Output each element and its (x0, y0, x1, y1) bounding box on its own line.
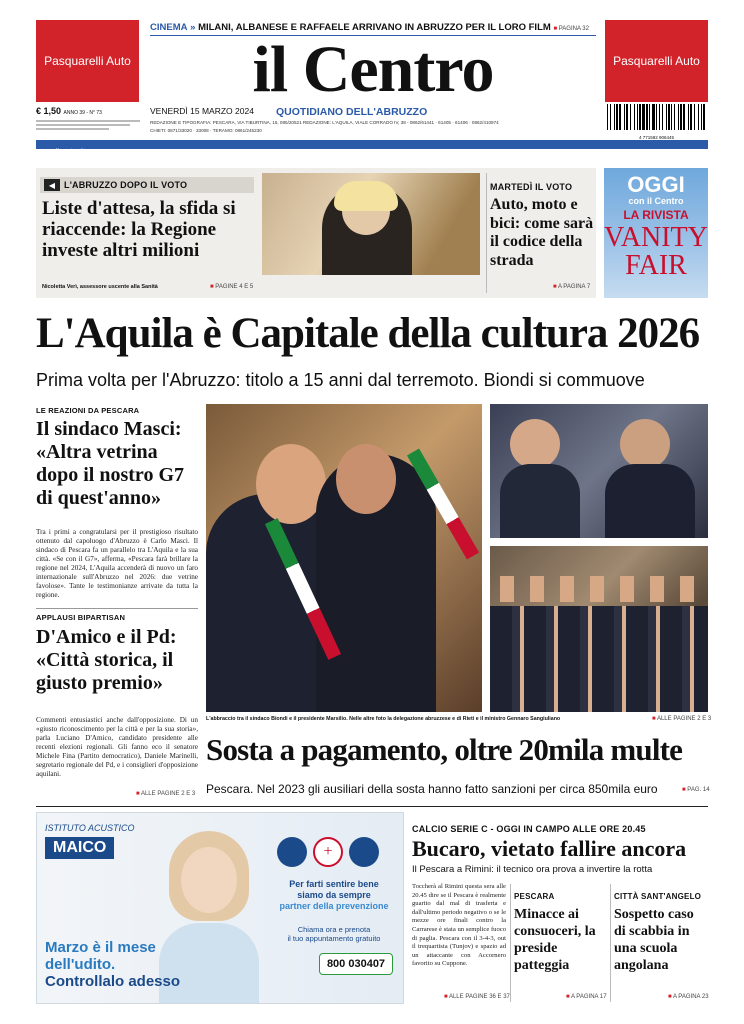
ad-headline-3: Controllalo adesso (45, 973, 181, 990)
parking-page[interactable]: ■ PAG. 14 (682, 787, 710, 793)
ad-left-label: Pasquarelli Auto (44, 54, 131, 68)
barcode-stripe (666, 104, 667, 130)
ad-cta-2: il tuo appuntamento gratuito (287, 934, 381, 943)
barcode-stripe (637, 104, 638, 130)
year-number: ANNO 39 - N° 73 (63, 110, 102, 116)
ad-headline (45, 939, 180, 990)
barcode-stripe (652, 104, 655, 130)
ad-right-label: Pasquarelli Auto (613, 54, 700, 68)
photo-faces-row (490, 576, 708, 602)
main-subhead: Prima volta per l'Abruzzo: titolo a 15 anni dal terremoto. Biondi si commuove (36, 370, 645, 390)
masthead-bar (36, 140, 708, 155)
top-story-kicker: L'ABRUZZO DOPO IL VOTO (64, 180, 188, 190)
ad-tagline-3: partner della prevenzione (279, 901, 389, 911)
barcode-stripe (639, 104, 641, 130)
barcode-stripe (649, 104, 650, 130)
left-headline-1[interactable]: Il sindaco Masci: «Altra vetrina dopo il nostro G7 di quest'anno» (36, 418, 184, 509)
ad-tagline-2: siamo da sempre (297, 890, 371, 900)
sport-body: Toccherà al Rimini questa sera alle 20.45 dire se il Pescara è realmente guarito dal mal di trasferta e dall'ultimo periodo negativo o se le mezze ore finali contro la Carrarese è stata un semplice fuoco di paglia. Pescara con il 3-4-3, out il trequartista (Tunjov) e spazio ad un attaccante con Accornero favorito su Cuppone. (412, 883, 506, 968)
brief2-kicker: CITTÀ SANT'ANGELO (614, 892, 702, 901)
parking-subhead: Pescara. Nel 2023 gli ausiliari della sosta hanno fatto sanzioni per circa 850mila euro (206, 782, 658, 796)
barcode-stripe (668, 104, 670, 130)
barcode-stripe (656, 104, 657, 130)
barcode-stripe (701, 104, 702, 130)
barcode-stripe (630, 104, 631, 130)
barcode-stripe (659, 104, 660, 130)
issue-date: VENERDÌ 15 MARZO 2024 (150, 106, 254, 116)
barcode-stripe (678, 104, 679, 130)
barcode (605, 104, 708, 140)
left-body-1: Tra i primi a congratularsi per il prestigioso risultato ottenuto dal capoluogo d'Abruzzo è Carlo Masci. Il sindaco di Pescara fa un parallelo tra L'Aquila e la sua città. «Se con il G7», afferma, «Pescara farà brillare la regione nel 2024, L'Aquila accenderà di nuovo un faro internazionale sull'Abruzzo nel 2026: due vetrine favolose». Tante le testimonianze arrivate da tutta la regione. (36, 528, 198, 599)
top-story-page[interactable]: ■ PAGINE 4 E 5 (210, 284, 253, 290)
brief1-kicker: PESCARA (514, 892, 555, 901)
photo-delegation (490, 546, 708, 712)
brief2-headline[interactable]: Sospetto caso di scabbia in una scuola angolana (614, 907, 694, 973)
teaser-text: MILANI, ALBANESE E RAFFAELE ARRIVANO IN ABRUZZO PER IL LORO FILM (198, 22, 551, 33)
top-story-kicker-bar (40, 177, 254, 193)
barcode-stripe (671, 104, 672, 130)
left-headline-2[interactable]: D'Amico e il Pd: «Città storica, il giusto premio» (36, 626, 177, 694)
vanity-fair-promo[interactable] (604, 168, 708, 298)
main-photo-page[interactable]: ■ ALLE PAGINE 2 E 3 (652, 716, 711, 722)
teaser-page: ■ PAGINA 32 (553, 26, 589, 32)
logo: il Centro (252, 33, 494, 106)
barcode-stripe (703, 104, 705, 130)
red-cross-icon: + (313, 837, 343, 867)
main-photo-embrace (206, 404, 482, 712)
barcode-stripe (688, 104, 689, 130)
photo-face-b (620, 419, 670, 469)
paper-subtitle: QUOTIDIANO DELL'ABRUZZO (276, 106, 428, 118)
left-divider (36, 608, 198, 609)
promo-vanity: VANITY (604, 222, 708, 253)
ad-brand-logo: MAICO (45, 837, 114, 859)
ad-phone-button[interactable]: 800 030407 (319, 953, 393, 975)
main-headline[interactable]: L'Aquila è Capitale della cultura 2026 (36, 310, 700, 357)
main-photo-caption: L'abbraccio tra il sindaco Biondi e il presidente Marsilio. Nelle altre foto la delegazione abruzzese e di Rieti e il ministro Gennaro Sangiuliano (206, 716, 561, 722)
barcode-stripe (694, 104, 695, 130)
barcode-stripe (626, 104, 628, 130)
top-strip-divider (486, 173, 487, 293)
barcode-graphic (605, 104, 708, 130)
barcode-stripe (634, 104, 635, 130)
barcode-stripe (698, 104, 699, 130)
left-kicker-1: LE REAZIONI DA PESCARA (36, 406, 140, 415)
sport-divider-2 (610, 884, 611, 1002)
barcode-stripe (616, 104, 618, 130)
barcode-stripe (624, 104, 625, 130)
sport-headline[interactable]: Bucaro, vietato fallire ancora (412, 836, 687, 861)
top-story-caption: Nicoletta Verì, assessore uscente alla Sanità (42, 284, 158, 290)
ad-cta-1: Chiama ora e prenota (297, 925, 371, 934)
ad-headline-2: dell'udito. (45, 956, 116, 973)
promo-fair: FAIR (625, 250, 687, 281)
price: € 1,50 (36, 106, 62, 116)
website-link[interactable]: www.ilcentro.it (39, 148, 85, 155)
sport-page[interactable]: ■ ALLE PAGINE 36 E 37 (444, 994, 510, 1000)
ad-left-pasquarelli[interactable] (36, 20, 139, 102)
brief1-page[interactable]: ■ A PAGINA 17 (566, 994, 607, 1000)
speaker-icon: ◀ (44, 179, 60, 191)
promo-with-centro: con il Centro (628, 196, 684, 206)
maico-ad[interactable] (36, 812, 404, 1004)
photo-body-a (500, 464, 580, 538)
barcode-stripe (610, 104, 611, 130)
brief1-headline[interactable]: Minacce ai consuoceri, la preside patteggia (514, 907, 596, 973)
ad-tagline (267, 879, 401, 912)
photo-hair (334, 181, 398, 211)
barcode-stripe (683, 104, 685, 130)
ad-right-pasquarelli[interactable] (605, 20, 708, 102)
sport-kicker: CALCIO SERIE C - OGGI IN CAMPO ALLE ORE 20.45 (412, 824, 646, 834)
photo-body-b (605, 464, 695, 538)
barcode-stripe (619, 104, 621, 130)
legal-fineprint (36, 118, 140, 136)
section-rule (36, 806, 708, 807)
promo-rivista: LA RIVISTA (623, 208, 689, 222)
top-story-photo (262, 173, 480, 275)
asl-inail-badge-icon (349, 837, 379, 867)
parking-headline[interactable]: Sosta a pagamento, oltre 20mila multe (206, 732, 683, 767)
barcode-stripe (607, 104, 608, 130)
left-kicker-2: APPLAUSI BIPARTISAN (36, 613, 126, 622)
price-block (36, 106, 146, 116)
promo-oggi: OGGI (627, 172, 685, 197)
ad-model-face (181, 847, 237, 913)
barcode-stripe (646, 104, 648, 130)
sport-divider-1 (510, 884, 511, 1002)
left-page-ref[interactable]: ■ ALLE PAGINE 2 E 3 (136, 791, 195, 797)
award-badge-icon (277, 837, 307, 867)
photo-face-right (336, 444, 396, 514)
teaser-kicker: CINEMA (150, 22, 188, 33)
side-story-headline[interactable]: Auto, moto e bici: come sarà il codice della strada (490, 196, 594, 269)
ad-brand-top: ISTITUTO ACUSTICO (45, 823, 135, 833)
left-body-2: Commenti entusiastici anche dall'opposizione. Di un «giusto riconoscimento per la città e per la sua storia», parla Luciano D'Amico, candidato presidente alle recenti elezioni regionali. Gli fanno eco il senatore Michele Fina (Partito democratico), Daniele Marinelli, segretario regionale del Pd, e i consiglieri d'opposizione aquilani. (36, 716, 198, 778)
side-story-kicker: MARTEDÌ IL VOTO (490, 182, 573, 192)
ad-headline-1: Marzo è il mese (45, 939, 156, 956)
side-story-page[interactable]: ■ A PAGINA 7 (553, 284, 590, 290)
barcode-number: 4 771592 906445 (638, 135, 675, 140)
photo-group (490, 606, 708, 712)
photo-face-a (510, 419, 560, 469)
ad-badges (277, 837, 379, 867)
barcode-stripe (690, 104, 692, 130)
barcode-stripe (680, 104, 682, 130)
barcode-stripe (614, 104, 615, 130)
ad-tagline-1: Per farti sentire bene (289, 879, 379, 889)
top-story-headline[interactable]: Liste d'attesa, la sfida si riaccende: la Regione investe altri milioni (42, 198, 236, 261)
barcode-stripe (674, 104, 675, 130)
ad-cta (267, 925, 401, 943)
barcode-stripe (662, 104, 663, 130)
brief2-page[interactable]: ■ A PAGINA 23 (668, 994, 709, 1000)
photo-minister (490, 404, 708, 538)
barcode-stripe (642, 104, 645, 130)
masthead-address: REDAZIONE E TIPOGRAFIA: PESCARA, VIA TIBURTINA, 15, 085/20521 REDAZIONE: L'AQUILA, VIALE CORRADO IV, 38 - 0862/61441 · 61405 · 61406 · 0862/410974 (150, 120, 499, 125)
chevron-right-icon: » (190, 22, 196, 33)
masthead-address-2: CHIETI: 0871/33020 · 33008 · TERAMO: 0861/245230 (150, 128, 262, 133)
sport-subhead: Il Pescara a Rimini: il tecnico ora prova a invertire la rotta (412, 864, 653, 875)
